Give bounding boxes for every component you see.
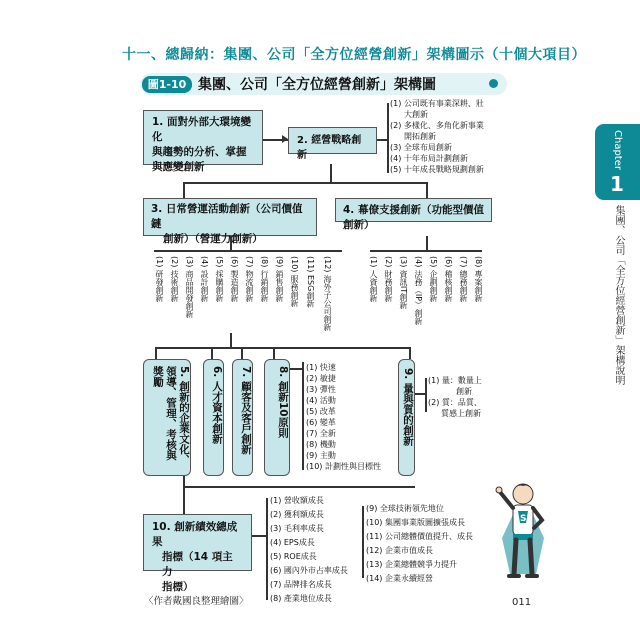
figure-dot-icon <box>489 79 498 88</box>
list-item: (5) 改革 <box>306 407 336 416</box>
list-item: (4) 十年布局計劃創新 <box>390 154 468 163</box>
list-item: (5) 企劃創新 <box>429 256 438 302</box>
list-item: (5) 採購創新 <box>215 256 224 302</box>
figure-label: 圖1-10 <box>142 76 192 93</box>
list-item: (1) 營收額成長 <box>270 496 324 505</box>
box-human-capital: 6. 人才資本創新 <box>203 359 224 476</box>
connector-line <box>211 347 213 359</box>
list-item: (10) 計劃性與目標性 <box>306 462 381 471</box>
list-item: (1) 研發創新 <box>155 256 164 302</box>
bracket-line <box>387 103 389 173</box>
author-credit: 〈作者戴國良整理繪圖〉 <box>144 596 249 607</box>
list-item: (8) 機動 <box>306 440 336 449</box>
connector-line <box>230 333 232 347</box>
list-item: (10) 集團事業版圖擴張成長 <box>366 518 465 527</box>
list-item: (5) 十年成長戰略規劃創新 <box>390 165 484 174</box>
connector-line <box>290 368 302 370</box>
page-number: 011 <box>512 597 532 608</box>
list-item: 創新 <box>456 387 472 396</box>
list-item: (12) 企業市值成長 <box>366 546 433 555</box>
list-item: (7) 物流創新 <box>245 256 254 302</box>
list-item: (2) 質：品質、 <box>428 398 482 407</box>
box-strategy: 2. 經營戰略創新 <box>288 127 377 154</box>
box1-line1: 1. 面對外部大環境變化 <box>152 116 251 143</box>
list-item: (2) 財務創新 <box>384 256 393 302</box>
connector-line <box>252 535 266 537</box>
list-item: (14) 企業永續經營 <box>366 574 433 583</box>
list-item: (2) 多樣化、多角化新事業 <box>390 121 484 130</box>
chapter-word: Chapter <box>612 130 623 170</box>
list-item: (4) 活動 <box>306 396 336 405</box>
bracket-line <box>362 506 364 578</box>
bracket-line <box>425 378 427 412</box>
list-item: (7) 全新 <box>306 429 336 438</box>
connector-line <box>183 182 426 184</box>
list-item: (12) 海外子公司創新 <box>323 256 332 331</box>
figure-title: 集團、公司「全方位經營創新」架構圖 <box>198 77 436 93</box>
side-running-title: 集團、公司「全方位經營創新」架構說明 <box>613 205 624 385</box>
box10-line2: 指標（14 項主力 <box>162 551 233 578</box>
list-item: (9) 全球技術領先地位 <box>366 504 444 513</box>
box1-line2: 與趨勢的分析、掌握 <box>152 146 247 158</box>
box3-line1: 3. 日常營運活動創新（公司價值鏈 <box>151 203 303 230</box>
box-performance-results <box>143 514 252 593</box>
connector-line <box>377 139 387 141</box>
connector-line <box>183 182 185 198</box>
list-item: 開拓創新 <box>404 132 436 141</box>
box-customer: 7. 顧客及客戶創新 <box>232 359 253 476</box>
connector-line <box>426 236 428 250</box>
list-item: (8) 專案創新 <box>474 256 483 302</box>
list-item: (3) 毛利率成長 <box>270 524 324 533</box>
list-item: (11) 公司總體價值提升、成長 <box>366 532 473 541</box>
list-item: (5) ROE成長 <box>270 552 317 561</box>
box-corporate-culture: 5. 創新的企業文化、領導、管理、考核與獎勵 <box>143 359 191 476</box>
list-item: (6) 變革 <box>306 418 336 427</box>
box-operations <box>143 198 317 245</box>
box3-line2: 創新）（營運力創新） <box>163 233 263 245</box>
connector-line <box>330 164 332 182</box>
list-item: (7) 品牌排名成長 <box>270 580 332 589</box>
list-item: (1) 量：數量上 <box>428 376 482 385</box>
list-item: (1) 快速 <box>306 363 336 372</box>
bracket-line <box>266 498 268 600</box>
list-item: (3) 全球布局創新 <box>390 143 452 152</box>
superhero-illustration-icon <box>492 478 554 590</box>
list-item: (6) 稽核創新 <box>444 256 453 302</box>
list-item: (7) 總務創新 <box>459 256 468 302</box>
list-item: (11) ESG創新 <box>306 256 315 308</box>
list-item: 大創新 <box>404 110 428 119</box>
list-item: (4) 法務（IP）創新 <box>414 256 423 326</box>
chapter-number: 1 <box>610 172 624 196</box>
connector-line <box>273 347 275 359</box>
connector-line <box>183 486 185 514</box>
bracket-line <box>154 250 342 252</box>
bracket-line <box>370 250 482 252</box>
list-item: (9) 主動 <box>306 451 336 460</box>
list-item: (4) EPS成長 <box>270 538 315 547</box>
list-item: (3) 商品開發創新 <box>185 256 194 318</box>
box10-line1: 10. 創新績效總成果 <box>152 521 238 548</box>
list-item: (3) 資訊IT創新 <box>399 256 408 310</box>
page-heading: 十一、總歸納：集團、公司「全方位經營創新」架構圖示（十個大項目） <box>122 47 586 63</box>
box-quantity-quality: 9. 量與質的創新 <box>398 359 415 476</box>
list-item: (9) 銷售創新 <box>275 256 284 302</box>
connector-line <box>409 347 411 359</box>
list-item: (4) 設計創新 <box>200 256 209 302</box>
list-item: (1) 公司既有事業深耕、壯 <box>390 99 484 108</box>
list-item: (2) 技術創新 <box>170 256 179 302</box>
box-staff-support: 4. 幕僚支援創新（功能型價值創新） <box>335 198 492 222</box>
bracket-line <box>302 362 304 470</box>
list-item: (2) 獲利額成長 <box>270 510 324 519</box>
connector-line <box>183 476 185 486</box>
connector-line <box>183 486 415 488</box>
list-item: 質感上創新 <box>441 409 481 418</box>
list-item: (6) 製造創新 <box>230 256 239 302</box>
box10-line3: 指標） <box>162 581 194 593</box>
list-item: (2) 敏捷 <box>306 374 336 383</box>
box1-line3: 與應變創新 <box>152 161 205 173</box>
connector-line <box>415 393 425 395</box>
svg-text:S: S <box>520 514 527 524</box>
list-item: (3) 彈性 <box>306 385 336 394</box>
list-item: (8) 行銷創新 <box>260 256 269 302</box>
connector-line <box>155 347 410 349</box>
list-item: (8) 產業地位成長 <box>270 594 332 603</box>
list-item: (1) 人資創新 <box>369 256 378 302</box>
connector-line <box>155 347 157 359</box>
box-innovation-principles: 8. 創新10原則 <box>264 359 290 476</box>
list-item: (6) 國內外市占率成長 <box>270 566 348 575</box>
list-item: (10) 服務創新 <box>290 256 299 307</box>
connector-line <box>426 182 428 198</box>
connector-line <box>241 347 243 359</box>
box-external-environment <box>143 110 263 173</box>
list-item: (13) 企業總體競爭力提升 <box>366 560 457 569</box>
